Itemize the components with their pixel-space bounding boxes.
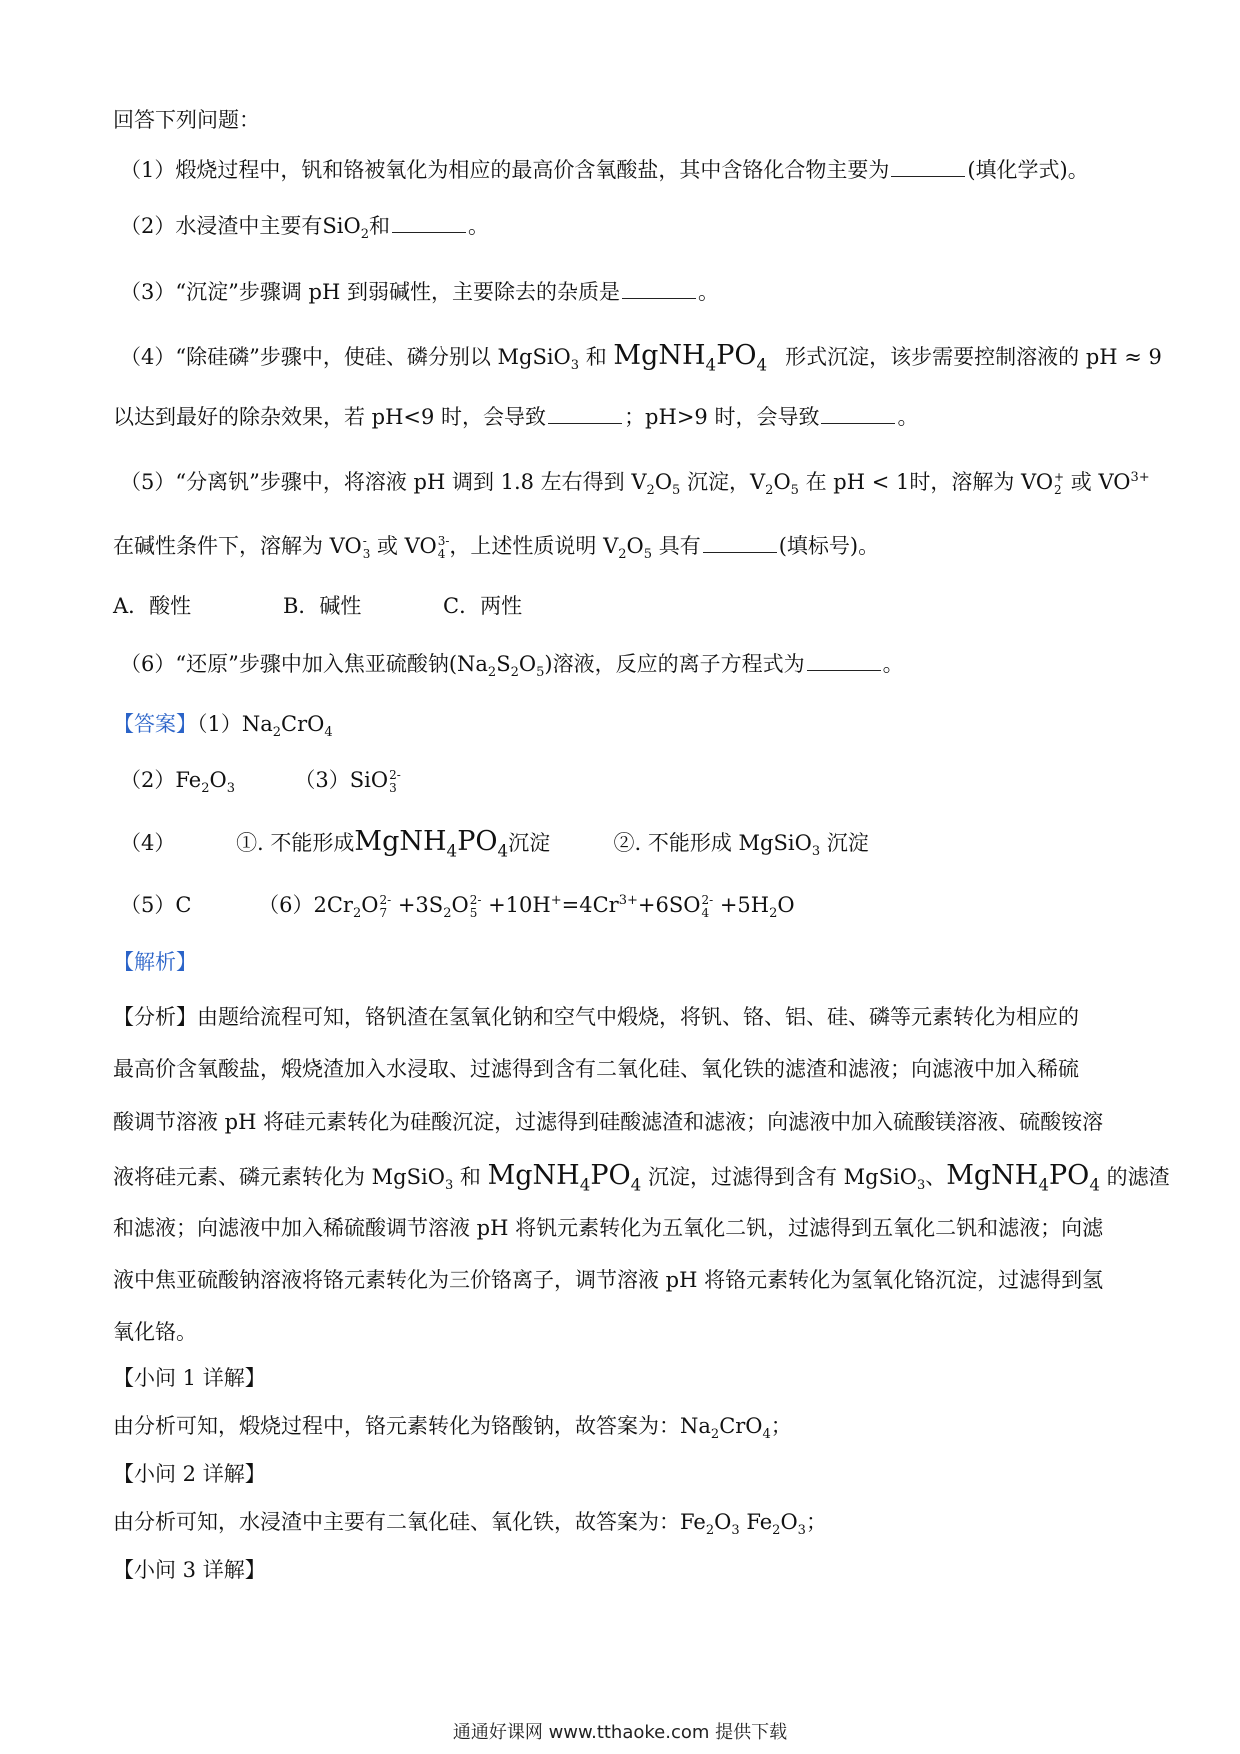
analysis-label: 【解析】 [113, 950, 197, 974]
analysis-line-3: 酸调节溶液 pH 将硅元素转化为硅酸沉淀，过滤得到硅酸滤渣和滤液；向滤液中加入硫酸镁溶液、硫酸铵溶 [113, 1110, 1104, 1134]
analysis-line-2: 最高价含氧酸盐，煅烧渣加入水浸取、过滤得到含有二氧化硅、氧化铁的滤渣和滤液；向滤液中加入稀硫 [113, 1057, 1079, 1081]
answer-blank [548, 405, 622, 424]
analysis-line-6: 液中焦亚硫酸钠溶液将铬元素转化为三价铬离子，调节溶液 pH 将铬元素转化为氢氧化铬沉淀，过滤得到氢 [113, 1268, 1104, 1292]
answer-blank [392, 214, 466, 233]
analysis-line-7: 氧化铬。 [113, 1320, 197, 1344]
answer-blank [821, 405, 895, 424]
answer-blank [891, 158, 965, 177]
analysis-line-1: 【分析】由题给流程可知，铬钒渣在氢氧化钠和空气中煅烧，将钒、铬、铝、硅、磷等元素转化为相应的 [113, 1005, 1079, 1029]
sub-question-1-body: 由分析可知，煅烧过程中，铬元素转化为铬酸钠，故答案为：$Na_2CrO_4$； [113, 1414, 792, 1443]
option-c: C．两性 [443, 594, 523, 618]
question-2: （2）水浸渣中主要有SiO$_2$和 。 [120, 214, 489, 243]
analysis-line-4: 液将硅元素、磷元素转化为 MgSiO$_3$ 和 $MgNH_4PO_4$ 沉淀，过滤得到含有 MgSiO$_3$、$MgNH_4PO_4$ 的滤渣 [113, 1160, 1170, 1195]
question-4-line-2: 以达到最好的除杂效果，若 pH<9 时，会导致 ；pH>9 时，会导致 。 [113, 405, 919, 429]
question-3: （3）“沉淀”步骤调 pH 到弱碱性，主要除去的杂质是 。 [120, 280, 719, 304]
question-4-line-1: （4）“除硅磷”步骤中，使硅、磷分别以 MgSiO$_3$ 和 $MgNH_4PO_4$ 形式沉淀，该步需要控制溶液的 pH ≈ 9 [120, 340, 1162, 375]
question-6: （6）“还原”步骤中加入焦亚硫酸钠$(Na_2S_2O_5)$溶液，反应的离子方程式为 。 [120, 652, 904, 681]
options-line [113, 594, 1133, 619]
sub-question-3-title: 【小问 3 详解】 [113, 1558, 266, 1582]
sub-question-2-body: 由分析可知，水浸渣中主要有二氧化硅、氧化铁，故答案为：$Fe_2O_3$ $Fe_2O_3$； [113, 1510, 827, 1539]
sub-question-2-title: 【小问 2 详解】 [113, 1462, 266, 1486]
question-5-line-2: 在碱性条件下，溶解为 VO - 3 或 VO 3- 4 ，上述性质说明 $V_2O_5$ 具有 (填标号)。 [113, 533, 880, 563]
answer-line-4: （4） ①. 不能形成$MgNH_4PO_4$沉淀 ②. 不能形成 MgSiO$_3$ 沉淀 [120, 826, 869, 861]
option-a: A．酸性 [113, 594, 192, 618]
question-5-line-1: （5）“分离钒”步骤中，将溶液 pH 调到 1.8 左右得到 $V_2O_5$ 沉淀，$V_2O_5$ 在 pH < 1时，溶解为 VO + 2 或 $VO^{3+}$ [120, 469, 1150, 499]
intro-line: 回答下列问题： [113, 108, 260, 132]
footer-watermark: 通通好课网 www.tthaoke.com 提供下载 [452, 1722, 788, 1743]
answer-label: 【答案】 [113, 712, 197, 736]
answer-blank [807, 652, 881, 671]
answer-line-5: （5）C $(6)2Cr_2O$ 2- 7 $+3S_2O$ 2- 5 $+10H^+=4Cr^{3+}+6SO$ 2- 4 $+5H_2O$ [120, 892, 795, 922]
answer-line-1: 【答案】$(1)Na_2CrO_4$ [113, 712, 333, 741]
answer-blank [703, 534, 777, 553]
analysis-line-5: 和滤液；向滤液中加入稀硫酸调节溶液 pH 将钒元素转化为五氧化二钒，过滤得到五氧化二钒和滤液；向滤 [113, 1216, 1104, 1240]
sub-question-1-title: 【小问 1 详解】 [113, 1366, 266, 1390]
question-1: （1）煅烧过程中，钒和铬被氧化为相应的最高价含氧酸盐，其中含铬化合物主要为 (填化学式)。 [120, 158, 1089, 182]
answer-line-2: $(2)Fe_2O_3$ （3）SiO 2- 3 [120, 767, 401, 797]
option-b: B．碱性 [283, 594, 362, 618]
answer-blank [622, 280, 696, 299]
